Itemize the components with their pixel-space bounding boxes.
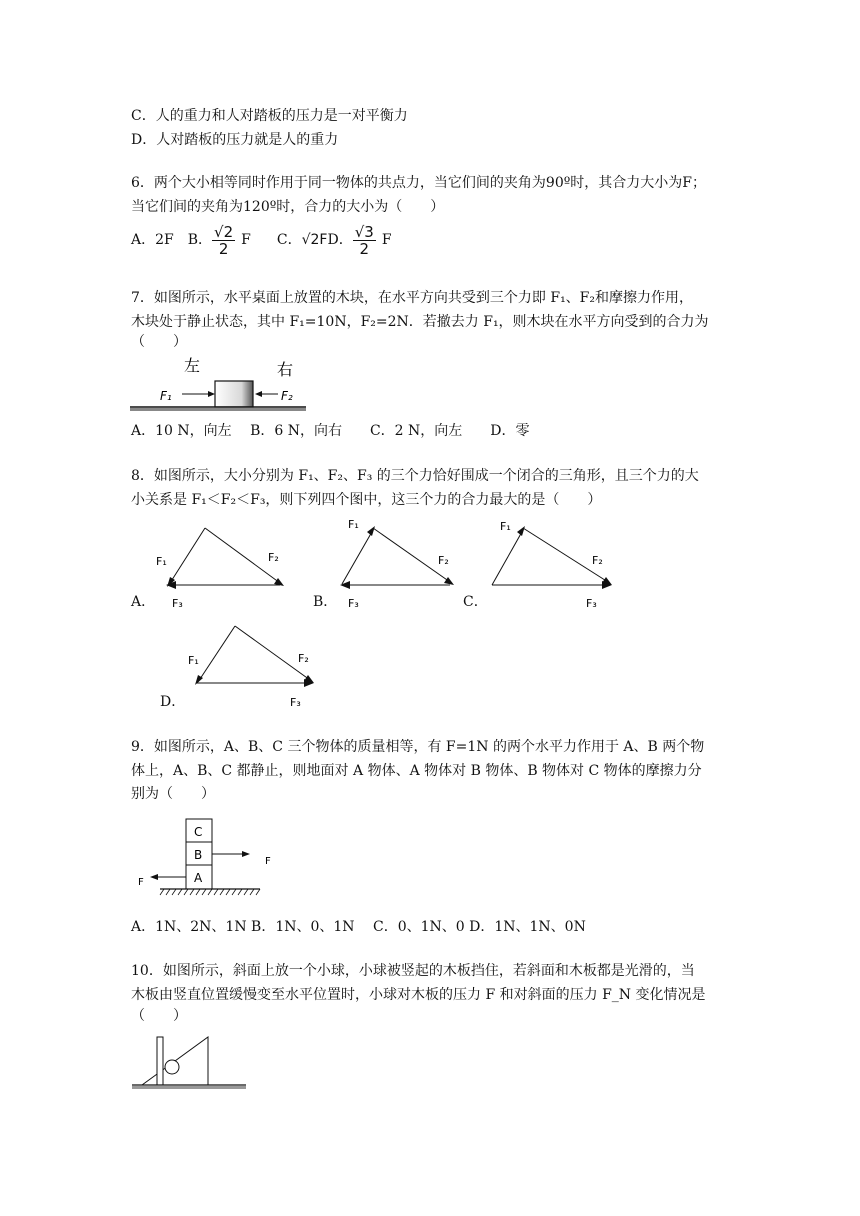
q6-stem-line2: 当它们间的夹角为120º时，合力的大小为（ ） [131, 199, 445, 215]
q9-figure [130, 815, 270, 905]
q6-option-d-numerator: √3 [354, 222, 374, 241]
q6-option-d-unit: F [381, 232, 392, 248]
q7-f2-label: F₂ [281, 389, 293, 403]
q8-figure-b [338, 518, 468, 618]
q7-stem-line3: （ ） [131, 334, 187, 350]
q8b-f1-label: F₁ [348, 518, 359, 531]
q6-option-b-unit: F [241, 232, 251, 248]
q9-stem-line1: 9．如图所示，A、B、C 三个物体的质量相等，有 F=1N 的两个水平力作用于 A、B 两个物 [131, 739, 705, 755]
q5-option-d: D．人对踏板的压力就是人的重力 [131, 132, 339, 148]
q6-option-d-denominator: 2 [359, 239, 370, 258]
q8a-f2-label: F₂ [268, 551, 279, 564]
q8-figure-a [150, 525, 290, 615]
q8d-f2-label: F₂ [298, 652, 309, 665]
q8-figure-c [488, 518, 628, 618]
q7-options: A．10 N，向左 B．6 N，向右 C．2 N，向左 D．零 [131, 423, 530, 439]
q7-stem-line1: 7．如图所示，水平桌面上放置的木块，在水平方向共受到三个力即 F₁、F₂和摩擦力作用， [131, 290, 694, 306]
q10-figure [130, 1033, 250, 1093]
q8c-f2-label: F₂ [592, 554, 603, 567]
q9-block-c-label: C [194, 825, 203, 839]
q6-option-b-label: B． [187, 232, 213, 248]
q7-f2-arrowhead [255, 391, 262, 397]
q10-stem-line3: （ ） [131, 1008, 187, 1024]
q7-right-label: 右 [277, 360, 294, 379]
q7-table-hatch [130, 408, 306, 411]
q7-stem-line2: 木块处于静止状态，其中 F₁=10N，F₂=2N．若撤去力 F₁，则木块在水平方向受到的合力为 [131, 314, 709, 330]
q10-stem-line2: 木板由竖直位置缓慢变至水平位置时，小球对木板的压力 F 和对斜面的压力 F_N 变化情况是 [131, 987, 706, 1003]
q7-f1-label: F₁ [160, 389, 172, 403]
q6-stem-line1: 6．两个大小相等同时作用于同一物体的共点力，当它们间的夹角为90º时，其合力大小为F； [131, 175, 707, 191]
q8-figure-d [180, 622, 320, 712]
q6-option-d-fraction [353, 224, 376, 257]
q6-option-b-fraction [212, 224, 235, 257]
q10-ball [165, 1060, 179, 1074]
q8a-f1-label: F₁ [156, 555, 167, 568]
q7-wood-block [215, 381, 253, 407]
q5-option-c: C．人的重力和人对踏板的压力是一对平衡力 [131, 108, 408, 124]
q8c-f3-label: F₃ [586, 597, 597, 610]
q8c-f1-label: F₁ [500, 520, 511, 533]
q6-options [131, 222, 392, 258]
q9-force-b-label: F [265, 856, 271, 867]
q8d-f1-label: F₁ [188, 654, 199, 667]
q9-stem-line3: 别为（ ） [131, 786, 215, 802]
q9-stem-line2: 体上，A、B、C 都静止，则地面对 A 物体、A 物体对 B 物体、B 物体对 C 物体的摩擦力分 [131, 763, 702, 779]
q8-option-b-label: B． [313, 594, 338, 610]
q6-option-c-value: √2F [301, 232, 328, 248]
q9-block-a-label: A [194, 871, 203, 885]
q8-option-d-label: D． [160, 694, 186, 710]
q6-option-d-label: D． [327, 232, 353, 248]
q8b-f2-label: F₂ [438, 554, 449, 567]
q6-option-b-denominator: 2 [218, 239, 229, 258]
q6-option-c-label: C． [276, 232, 302, 248]
q6-option-a: A．2F [131, 232, 174, 248]
q8-stem-line1: 8．如图所示，大小分别为 F₁、F₂、F₃ 的三个力恰好围成一个闭合的三角形，且三个力的大 [131, 468, 699, 484]
q9-options: A．1N、2N、1N B．1N、0、1N C．0、1N、0 D．1N、1N、0N [131, 919, 586, 935]
q8a-f3-label: F₃ [172, 597, 183, 610]
q8b-f3-label: F₃ [348, 597, 359, 610]
q9-force-a-label: F [138, 877, 144, 888]
q7-figure [128, 350, 308, 415]
q9-block-b-label: B [194, 848, 203, 862]
q7-left-label: 左 [184, 356, 201, 375]
q7-f1-arrowhead [208, 391, 215, 397]
q10-board [157, 1037, 163, 1085]
q8-option-a-label: A． [131, 594, 156, 610]
q6-option-b-numerator: √2 [214, 222, 234, 241]
q8d-f3-label: F₃ [290, 696, 301, 709]
q8-stem-line2: 小关系是 F₁＜F₂＜F₃，则下列四个图中，这三个力的合力最大的是（ ） [131, 492, 602, 508]
q10-stem-line1: 10．如图所示，斜面上放一个小球，小球被竖起的木板挡住，若斜面和木板都是光滑的，当 [131, 963, 695, 979]
q10-ground-hatch [132, 1086, 246, 1089]
q8-option-c-label: C． [463, 594, 488, 610]
